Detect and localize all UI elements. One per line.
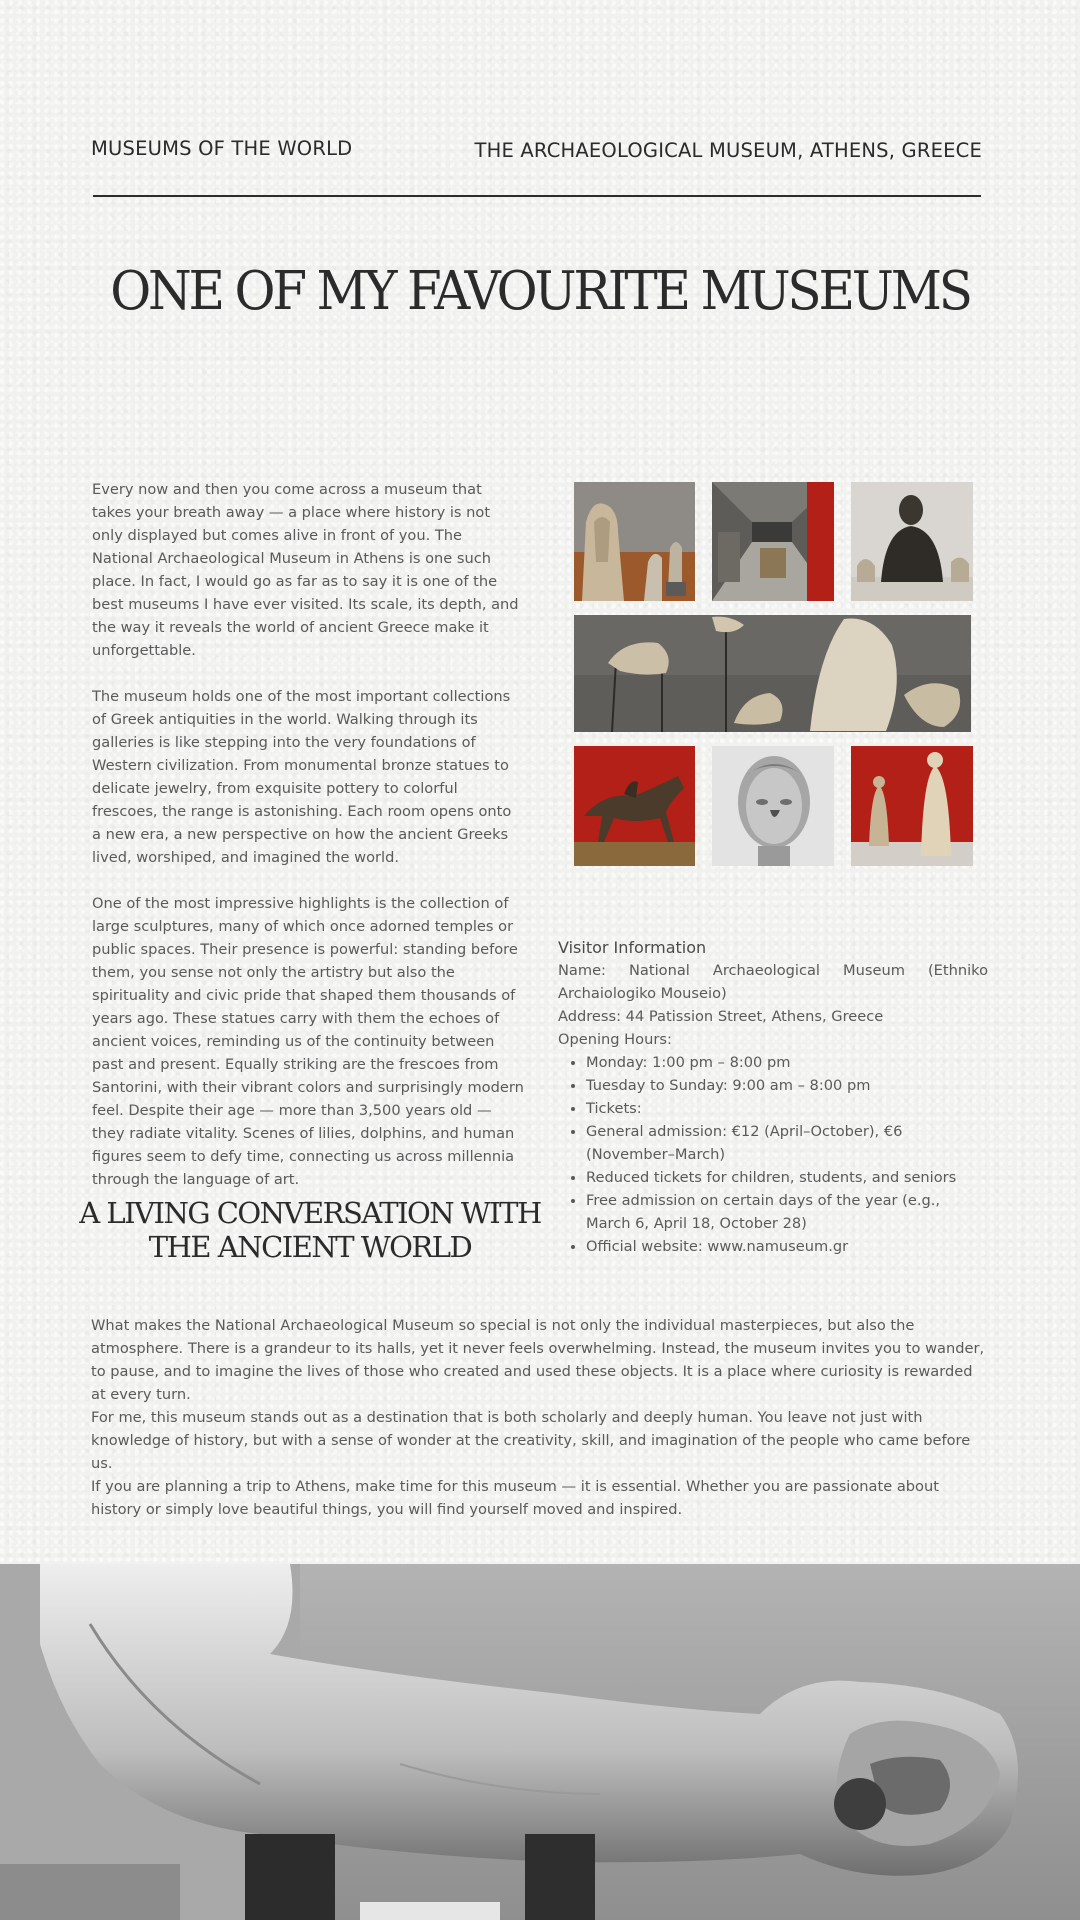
marble-arm-photo [0,1564,1080,1920]
gallery-photo-corridor[interactable] [712,482,834,601]
statue-hall-image [574,482,695,601]
photo-gallery [574,482,973,866]
closing-paragraph: What makes the National Archaeological Museum so special is not only the individual masterpieces, but also the atmosphere. There is a grandeur to its halls, yet it never feels overwhelming. Instead, the museum invites you to wander, to pause, and to imagine the lives of those who created and used these objects. It is a place where curiosity is rewarded at every turn. [91,1317,985,1403]
visitor-info-list [558,1051,988,1258]
visitor-heading: Visitor Information [558,938,707,957]
intro-text [92,478,524,1214]
closing-paragraph: For me, this museum stands out as a destination that is both scholarly and deeply human. You leave not just with knowledge of history, but with a sense of wonder at the creativity, skill, and imagination of the people who came before us. [91,1409,971,1472]
intro-paragraph: One of the most impressive highlights is the collection of large sculptures, many of which once adorned temples or public spaces. Their presence is powerful: standing before them, you sense not only the artistry but also the spirituality and civic pride that shaped them thousands of years ago. These statues carry with them the echoes of ancient voices, reminding us of the continuity between past and present. Equally striking are the frescoes from Santorini, with their vibrant colors and surprisingly modern feel. Despite their age — more than 3,500 years old — they radiate vitality. Scenes of lilies, dolphins, and human figures seem to defy time, connecting us across millennia through the language of art. [92,895,524,1188]
gallery-photo-statue-hall[interactable] [574,482,695,601]
page-title: ONE OF MY FAVOURITE MUSEUMS [110,259,970,323]
corridor-image [712,482,834,601]
list-item: • Tickets: [586,1097,988,1120]
museum-name: THE ARCHAEOLOGICAL MUSEUM, ATHENS, GREECE [474,139,982,162]
hero-image-marble-arm [0,1564,1080,1920]
list-item: • Reduced tickets for children, students, and seniors [586,1166,988,1189]
official-website-item[interactable]: • Official website: www.namuseum.gr [586,1235,988,1258]
gallery-photo-bronze-horse[interactable] [574,746,695,866]
opening-hours-label: Opening Hours: [558,1031,672,1048]
museum-name-line: Name: National Archaeological Museum (Ethniko Archaiologiko Mouseio) [558,962,988,1002]
sculpture-fragments-image [574,615,971,732]
list-item: • Tuesday to Sunday: 9:00 am – 8:00 pm [586,1074,988,1097]
list-item: • Monday: 1:00 pm – 8:00 pm [586,1051,988,1074]
statues-red-wall-image [851,746,973,866]
bronze-horse-image [574,746,695,866]
list-item: • General admission: €12 (April–October), €6 (November–March) [586,1120,988,1166]
gallery-photo-bronze-bust[interactable] [851,482,973,601]
list-item: • Free admission on certain days of the year (e.g., March 6, April 18, October 28) [586,1189,988,1235]
header-divider [93,195,981,197]
gallery-photo-marble-head[interactable] [712,746,834,866]
closing-text [91,1314,988,1521]
gallery-photo-sculpture-fragments[interactable] [574,615,971,732]
section-subtitle: A LIVING CONVERSATION WITH THE ANCIENT WORLD [79,1196,541,1264]
intro-paragraph: The museum holds one of the most important collections of Greek antiquities in the world. Walking through its galleries is like stepping into the very foundations of Western civilization. From monumental bronze statues to delicate jewelry, from exquisite pottery to colorful frescoes, the range is astonishing. Each room opens onto a new era, a new perspective on how the ancient Greeks lived, worshiped, and imagined the world. [92,688,512,866]
closing-paragraph: If you are planning a trip to Athens, make time for this museum — it is essential. Whether you are passionate about history or simply love beautiful things, you will find yourself moved and inspired. [91,1478,939,1518]
intro-paragraph: Every now and then you come across a museum that takes your breath away — a place where history is not only displayed but comes alive in front of you. The National Archaeological Museum in Athens is one such place. In fact, I would go as far as to say it is one of the best museums I have ever visited. Its scale, its depth, and the way it reveals the world of ancient Greece make it unforgettable. [92,481,519,659]
marble-head-image [712,746,834,866]
visitor-information [558,936,988,1258]
bronze-bust-image [851,482,973,601]
gallery-photo-statues-red-wall[interactable] [851,746,973,866]
site-name[interactable]: MUSEUMS OF THE WORLD [91,137,353,160]
address-line: Address: 44 Patission Street, Athens, Greece [558,1008,884,1025]
